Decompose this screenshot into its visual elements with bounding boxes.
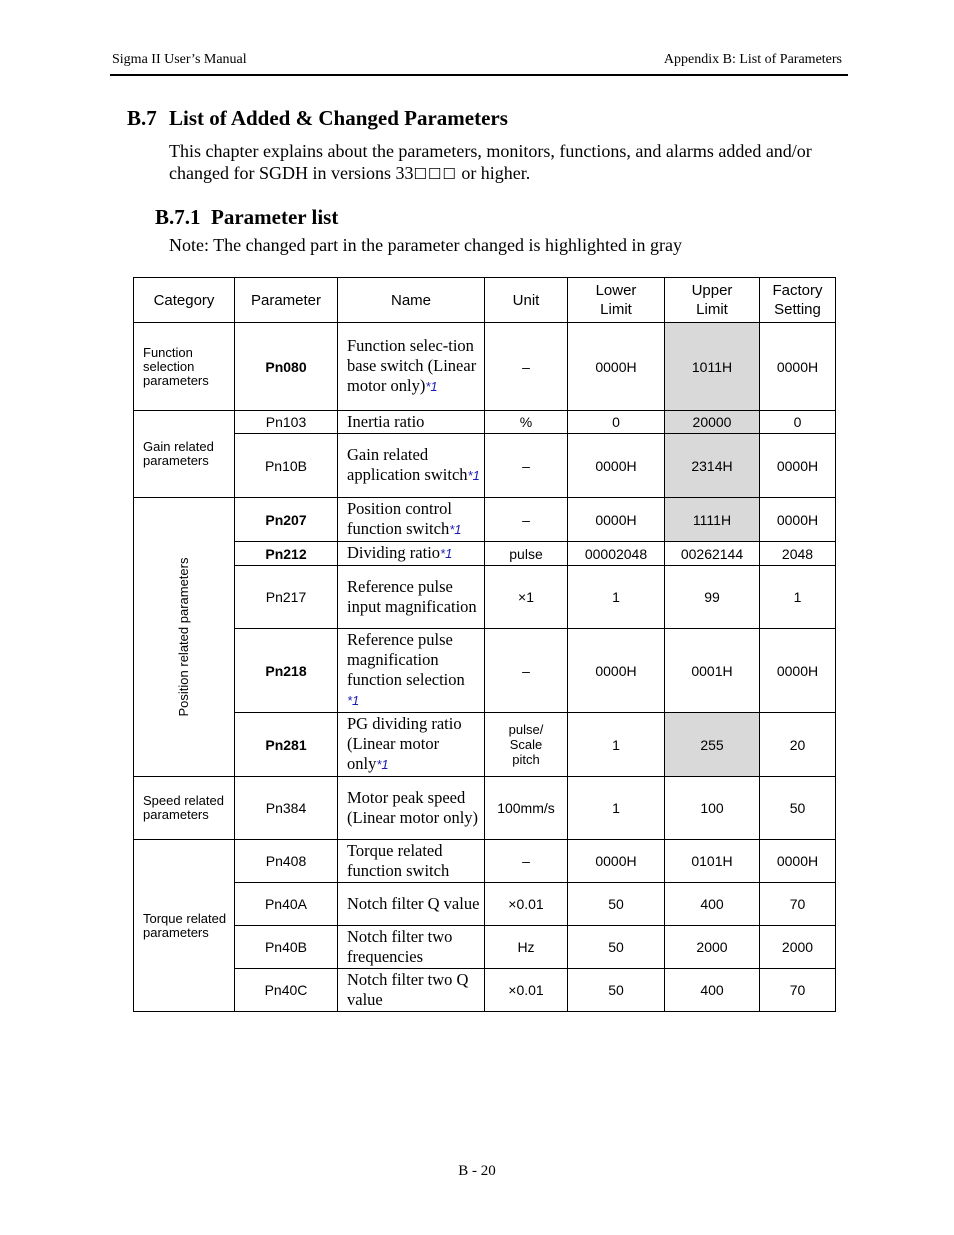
param-upper: 255	[665, 713, 760, 777]
param-upper: 0101H	[665, 840, 760, 883]
parameter-table	[133, 277, 836, 1012]
table-row	[134, 542, 836, 566]
param-unit: ×0.01	[485, 969, 568, 1012]
param-upper: 2000	[665, 926, 760, 969]
header-upper-limit: Upper Limit	[665, 278, 760, 323]
category-position-related: Position related parameters	[134, 498, 235, 777]
param-upper: 1011H	[665, 323, 760, 411]
param-name: PG dividing ratio (Linear motor only*1	[338, 713, 485, 777]
header-factory-setting: Factory Setting	[760, 278, 836, 323]
footnote-ref: *1	[425, 379, 438, 394]
param-unit: –	[485, 498, 568, 542]
param-factory: 0000H	[760, 840, 836, 883]
param-unit: –	[485, 434, 568, 498]
param-factory: 20	[760, 713, 836, 777]
table-row	[134, 498, 836, 542]
subsection-number: B.7.1	[155, 205, 201, 229]
param-unit: ×0.01	[485, 883, 568, 926]
footnote-ref: *1	[440, 546, 453, 561]
section-title: List of Added & Changed Parameters	[169, 106, 508, 130]
param-upper: 0001H	[665, 629, 760, 713]
intro-line-1: This chapter explains about the parameters, monitors, functions, and alarms added and/or	[169, 141, 812, 161]
table-row	[134, 713, 836, 777]
param-upper: 100	[665, 777, 760, 840]
param-unit: Hz	[485, 926, 568, 969]
table-row	[134, 323, 836, 411]
param-name: Function selec-tion base switch (Linear motor only)*1	[338, 323, 485, 411]
table-row	[134, 969, 836, 1012]
table-row	[134, 883, 836, 926]
param-lower: 1	[568, 777, 665, 840]
param-code: Pn10B	[235, 434, 338, 498]
page-number: B - 20	[458, 1163, 496, 1179]
running-header-left: Sigma II User’s Manual	[112, 52, 247, 67]
param-lower: 50	[568, 926, 665, 969]
param-name: Notch filter Q value	[338, 883, 485, 926]
param-factory: 70	[760, 883, 836, 926]
header-unit: Unit	[485, 278, 568, 323]
param-lower: 0000H	[568, 498, 665, 542]
subsection-heading	[155, 205, 338, 230]
param-upper: 400	[665, 969, 760, 1012]
param-code: Pn080	[235, 323, 338, 411]
param-lower: 0000H	[568, 629, 665, 713]
intro-paragraph	[169, 140, 859, 185]
version-placeholder-boxes: ☐☐☐	[413, 165, 457, 183]
header-lower-limit: Lower Limit	[568, 278, 665, 323]
param-lower: 1	[568, 713, 665, 777]
param-code: Pn281	[235, 713, 338, 777]
param-name: Dividing ratio*1	[338, 542, 485, 566]
param-name: Notch filter two Q value	[338, 969, 485, 1012]
param-code: Pn103	[235, 411, 338, 434]
param-unit: –	[485, 323, 568, 411]
header-rule	[110, 74, 848, 76]
table-row	[134, 434, 836, 498]
param-code: Pn217	[235, 566, 338, 629]
running-header-right: Appendix B: List of Parameters	[663, 52, 842, 67]
param-upper: 00262144	[665, 542, 760, 566]
param-code: Pn40C	[235, 969, 338, 1012]
param-lower: 0000H	[568, 840, 665, 883]
param-factory: 2000	[760, 926, 836, 969]
param-code: Pn40B	[235, 926, 338, 969]
param-code: Pn384	[235, 777, 338, 840]
param-name: Torque related function switch	[338, 840, 485, 883]
param-name: Motor peak speed (Linear motor only)	[338, 777, 485, 840]
param-unit: –	[485, 840, 568, 883]
param-factory: 0	[760, 411, 836, 434]
param-name: Position control function switch*1	[338, 498, 485, 542]
param-lower: 0000H	[568, 434, 665, 498]
param-factory: 0000H	[760, 323, 836, 411]
param-name: Reference pulse magnification function selection *1	[338, 629, 485, 713]
param-code: Pn218	[235, 629, 338, 713]
header-parameter: Parameter	[235, 278, 338, 323]
param-code: Pn408	[235, 840, 338, 883]
category-function-selection: Function selection parameters	[134, 323, 235, 411]
param-factory: 1	[760, 566, 836, 629]
param-unit: pulse/ Scale pitch	[485, 713, 568, 777]
category-torque-related: Torque related parameters	[134, 840, 235, 1012]
param-upper: 20000	[665, 411, 760, 434]
param-lower: 1	[568, 566, 665, 629]
param-lower: 0	[568, 411, 665, 434]
param-name: Notch filter two frequencies	[338, 926, 485, 969]
section-heading	[127, 106, 508, 131]
footnote-ref: *1	[347, 693, 360, 708]
category-speed-related: Speed related parameters	[134, 777, 235, 840]
param-upper: 2314H	[665, 434, 760, 498]
param-upper: 1111H	[665, 498, 760, 542]
table-row	[134, 411, 836, 434]
header-name: Name	[338, 278, 485, 323]
param-factory: 0000H	[760, 629, 836, 713]
param-lower: 50	[568, 969, 665, 1012]
subsection-title: Parameter list	[211, 205, 339, 229]
table-row	[134, 926, 836, 969]
footnote-ref: *1	[376, 757, 389, 772]
table-row	[134, 777, 836, 840]
param-lower: 00002048	[568, 542, 665, 566]
param-code: Pn207	[235, 498, 338, 542]
footnote-ref: *1	[449, 522, 462, 537]
param-code: Pn40A	[235, 883, 338, 926]
note-text: Note: The changed part in the parameter changed is highlighted in gray	[169, 235, 682, 255]
param-factory: 50	[760, 777, 836, 840]
header-category: Category	[134, 278, 235, 323]
param-upper: 400	[665, 883, 760, 926]
table-row	[134, 840, 836, 883]
param-unit: 100mm/s	[485, 777, 568, 840]
table-header-row	[134, 278, 836, 323]
section-number: B.7	[127, 106, 157, 130]
param-unit: ×1	[485, 566, 568, 629]
param-factory: 0000H	[760, 434, 836, 498]
footnote-ref: *1	[467, 468, 480, 483]
table-row	[134, 629, 836, 713]
param-name: Reference pulse input magnification	[338, 566, 485, 629]
param-unit: –	[485, 629, 568, 713]
param-factory: 2048	[760, 542, 836, 566]
param-factory: 70	[760, 969, 836, 1012]
category-gain-related: Gain related parameters	[134, 411, 235, 498]
param-code: Pn212	[235, 542, 338, 566]
param-name: Gain related application switch*1	[338, 434, 485, 498]
param-lower: 50	[568, 883, 665, 926]
param-lower: 0000H	[568, 323, 665, 411]
param-upper: 99	[665, 566, 760, 629]
param-factory: 0000H	[760, 498, 836, 542]
intro-line-2: changed for SGDH in versions 33☐☐☐ or higher.	[169, 163, 531, 183]
param-unit: %	[485, 411, 568, 434]
param-unit: pulse	[485, 542, 568, 566]
param-name: Inertia ratio	[338, 411, 485, 434]
table-row	[134, 566, 836, 629]
